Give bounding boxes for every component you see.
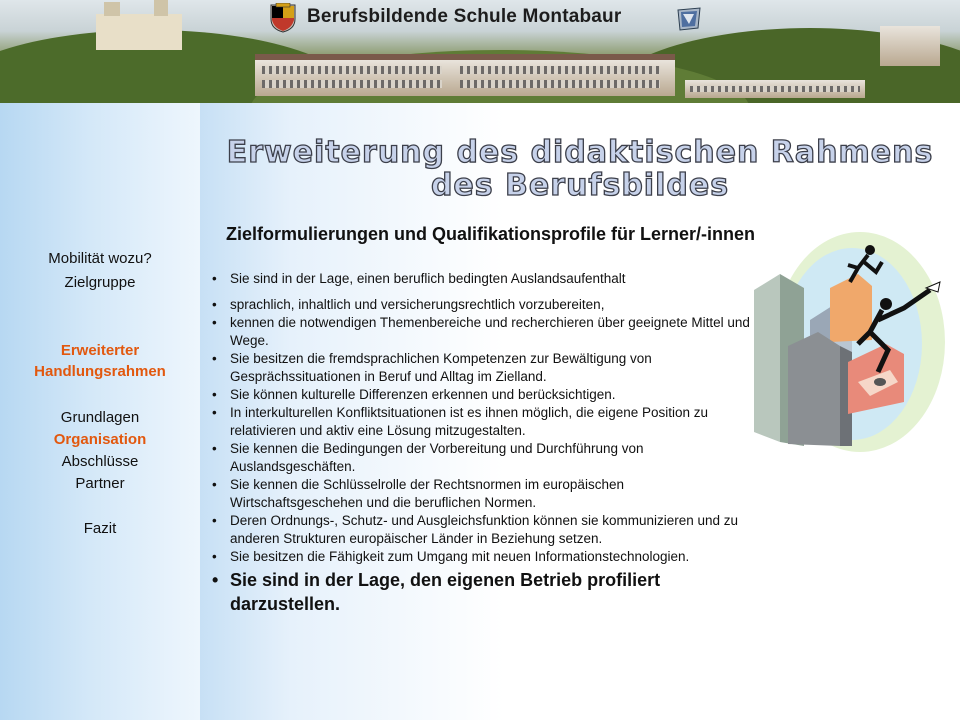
school-flag-icon: [676, 6, 702, 32]
sidebar-item-label: Handlungsrahmen: [34, 363, 166, 380]
sidebar-item-zielgruppe[interactable]: [0, 274, 200, 292]
sidebar-item-organisation[interactable]: [0, 431, 200, 449]
sidebar-item-erweiterter[interactable]: [0, 342, 200, 360]
bullet-list: [210, 270, 750, 616]
list-item: • Sie sind in der Lage, den eigenen Betrieb profiliert darzustellen.: [210, 568, 750, 616]
list-item: • Sie kennen die Schlüsselrolle der Rechtsnormen im europäischen Wirtschaftsgeschehen und die beruflichen Normen.: [210, 476, 750, 512]
sidebar-item-label: Fazit: [83, 520, 117, 537]
sidebar-item-handlungsrahmen[interactable]: [0, 363, 200, 381]
sidebar-item-label: Erweiterter: [60, 342, 140, 359]
section-subtitle: Zielformulierungen und Qualifikationsprofile für Lerner/-innen: [226, 224, 756, 244]
list-item: • Deren Ordnungs-, Schutz- und Ausgleichsfunktion können sie kommunizieren und zu anderen Strukturen europäischer Länder in Beziehung setzen.: [210, 512, 750, 548]
sidebar-item-label: Organisation: [53, 431, 147, 448]
sidebar-item-partner[interactable]: [0, 475, 200, 493]
sidebar-item-mobilitaet[interactable]: [0, 250, 200, 268]
list-item: • Sie sind in der Lage, einen beruflich bedingten Auslandsaufenthalt: [210, 270, 750, 288]
list-item: • Sie besitzen die Fähigkeit zum Umgang mit neuen Informationstechnologien.: [210, 548, 750, 566]
sidebar-item-label: Zielgruppe: [64, 274, 136, 291]
school-name: Berufsbildende Schule Montabaur: [307, 6, 622, 27]
list-item: • kennen die notwendigen Themenbereiche und recherchieren über geeignete Mittel und Wege.: [210, 314, 750, 350]
page-title-line1: Erweiterung des didaktischen Rahmens: [226, 135, 934, 170]
list-item: • Sie kennen die Bedingungen der Vorbereitung und Durchführung von Auslandsgeschäften.: [210, 440, 750, 476]
sidebar-item-label: Abschlüsse: [61, 453, 139, 470]
list-item: • sprachlich, inhaltlich und versicherungsrechtlich vorzubereiten,: [210, 296, 750, 314]
sidebar-item-label: Partner: [75, 475, 125, 492]
sidebar-item-fazit[interactable]: [0, 520, 200, 538]
sidebar-item-label: Grundlagen: [60, 409, 140, 426]
header-banner: [0, 0, 960, 103]
rhineland-palatinate-crest-icon: [270, 3, 296, 33]
sidebar-item-abschluesse[interactable]: [0, 453, 200, 471]
list-item: • In interkulturellen Konfliktsituationen ist es ihnen möglich, die eigene Position zu relativieren und aktiv eine Lösung mitzugestalten.: [210, 404, 750, 440]
sidebar-item-label: Mobilität wozu?: [48, 250, 152, 267]
businessmen-jumping-buildings-icon: [740, 232, 950, 454]
list-item: • Sie können kulturelle Differenzen erkennen und berücksichtigen.: [210, 386, 750, 404]
list-item: • Sie besitzen die fremdsprachlichen Kompetenzen zur Bewältigung von Gesprächssituationen in Beruf und Alltag im Zielland.: [210, 350, 750, 386]
castle-image: [96, 14, 182, 50]
page-title: [212, 136, 948, 202]
page-title-line2: des Berufsbildes: [430, 168, 730, 203]
sidebar-item-grundlagen[interactable]: [0, 409, 200, 427]
